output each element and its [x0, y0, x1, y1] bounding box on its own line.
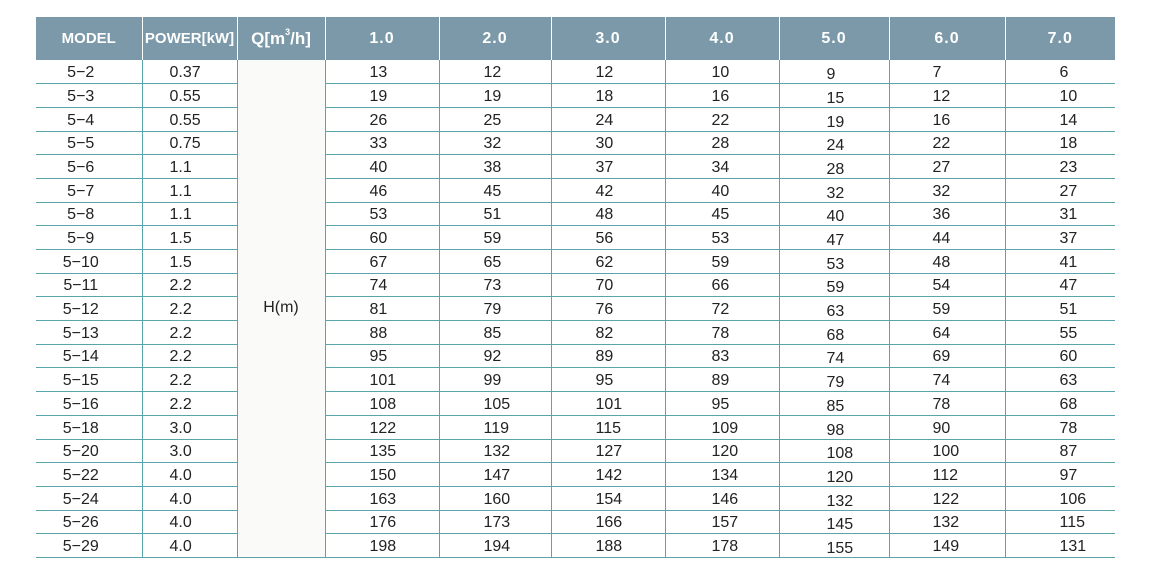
header-flow-5: 5.0	[779, 17, 889, 60]
head-value-cell: 53	[779, 250, 889, 274]
model-cell: 5−5	[36, 131, 142, 155]
head-value-cell: 82	[551, 321, 665, 345]
model-cell: 5−29	[36, 534, 142, 558]
head-value-cell: 54	[889, 273, 1005, 297]
table-row	[36, 510, 1115, 534]
head-value-cell: 19	[439, 84, 551, 108]
head-value-cell: 78	[665, 321, 779, 345]
head-value-cell: 99	[439, 368, 551, 392]
head-value-cell: 109	[665, 415, 779, 439]
table-body	[36, 60, 1115, 557]
head-value-cell: 53	[665, 226, 779, 250]
head-value-cell: 120	[665, 439, 779, 463]
head-value-cell: 30	[551, 131, 665, 155]
model-cell: 5−20	[36, 439, 142, 463]
head-value-cell: 142	[551, 463, 665, 487]
head-value-cell: 46	[325, 178, 439, 202]
head-value-cell: 24	[551, 107, 665, 131]
power-cell: 1.1	[142, 155, 237, 179]
head-value-cell: 19	[779, 107, 889, 131]
table-row	[36, 226, 1115, 250]
power-cell: 1.5	[142, 226, 237, 250]
head-value-cell: 53	[325, 202, 439, 226]
head-value-cell: 32	[889, 178, 1005, 202]
head-value-cell: 97	[1005, 463, 1115, 487]
head-value-cell: 132	[439, 439, 551, 463]
head-value-cell: 95	[325, 344, 439, 368]
header-flow-7: 7.0	[1005, 17, 1115, 60]
head-value-cell: 74	[779, 344, 889, 368]
head-value-cell: 56	[551, 226, 665, 250]
head-value-cell: 81	[325, 297, 439, 321]
power-cell: 4.0	[142, 510, 237, 534]
head-value-cell: 122	[889, 486, 1005, 510]
head-value-cell: 68	[779, 321, 889, 345]
model-cell: 5−8	[36, 202, 142, 226]
header-model: MODEL	[36, 17, 142, 60]
head-value-cell: 41	[1005, 250, 1115, 274]
head-value-cell: 24	[779, 131, 889, 155]
head-value-cell: 66	[665, 273, 779, 297]
power-cell: 0.55	[142, 107, 237, 131]
head-value-cell: 100	[889, 439, 1005, 463]
head-value-cell: 12	[439, 60, 551, 84]
head-value-cell: 101	[325, 368, 439, 392]
model-cell: 5−14	[36, 344, 142, 368]
head-value-cell: 131	[1005, 534, 1115, 558]
head-value-cell: 166	[551, 510, 665, 534]
head-value-cell: 112	[889, 463, 1005, 487]
power-cell: 2.2	[142, 344, 237, 368]
head-value-cell: 146	[665, 486, 779, 510]
model-cell: 5−11	[36, 273, 142, 297]
head-value-cell: 95	[551, 368, 665, 392]
head-value-cell: 69	[889, 344, 1005, 368]
head-value-cell: 134	[665, 463, 779, 487]
head-value-cell: 79	[779, 368, 889, 392]
table-row	[36, 439, 1115, 463]
head-value-cell: 101	[551, 392, 665, 416]
power-cell: 4.0	[142, 463, 237, 487]
head-value-cell: 88	[325, 321, 439, 345]
head-value-cell: 63	[779, 297, 889, 321]
head-value-cell: 25	[439, 107, 551, 131]
head-value-cell: 60	[325, 226, 439, 250]
model-cell: 5−9	[36, 226, 142, 250]
header-flow-1: 1.0	[325, 17, 439, 60]
head-value-cell: 40	[665, 178, 779, 202]
head-value-cell: 40	[779, 202, 889, 226]
header-flow-3: 3.0	[551, 17, 665, 60]
power-cell: 4.0	[142, 486, 237, 510]
head-value-cell: 14	[1005, 107, 1115, 131]
table-row	[36, 486, 1115, 510]
model-cell: 5−12	[36, 297, 142, 321]
head-value-cell: 67	[325, 250, 439, 274]
head-value-cell: 34	[665, 155, 779, 179]
table-row	[36, 155, 1115, 179]
head-value-cell: 45	[439, 178, 551, 202]
header-flow-unit-prefix: Q[m	[251, 28, 286, 48]
head-value-cell: 105	[439, 392, 551, 416]
head-value-cell: 92	[439, 344, 551, 368]
table-row	[36, 534, 1115, 558]
head-value-cell: 59	[889, 297, 1005, 321]
power-cell: 1.1	[142, 202, 237, 226]
head-value-cell: 37	[551, 155, 665, 179]
head-value-cell: 51	[1005, 297, 1115, 321]
head-value-cell: 55	[1005, 321, 1115, 345]
head-value-cell: 108	[779, 439, 889, 463]
head-value-cell: 60	[1005, 344, 1115, 368]
head-value-cell: 150	[325, 463, 439, 487]
head-value-cell: 18	[551, 84, 665, 108]
table-row	[36, 297, 1115, 321]
model-cell: 5−10	[36, 250, 142, 274]
head-value-cell: 15	[779, 84, 889, 108]
head-value-cell: 27	[1005, 178, 1115, 202]
power-cell: 2.2	[142, 368, 237, 392]
head-value-cell: 194	[439, 534, 551, 558]
head-value-cell: 198	[325, 534, 439, 558]
model-cell: 5−24	[36, 486, 142, 510]
head-value-cell: 19	[325, 84, 439, 108]
model-cell: 5−22	[36, 463, 142, 487]
head-value-cell: 59	[439, 226, 551, 250]
head-value-cell: 74	[325, 273, 439, 297]
head-value-cell: 154	[551, 486, 665, 510]
model-cell: 5−6	[36, 155, 142, 179]
head-value-cell: 6	[1005, 60, 1115, 84]
table-row	[36, 202, 1115, 226]
power-cell: 3.0	[142, 415, 237, 439]
head-value-cell: 106	[1005, 486, 1115, 510]
head-value-cell: 12	[551, 60, 665, 84]
model-cell: 5−4	[36, 107, 142, 131]
head-value-cell: 155	[779, 534, 889, 558]
head-value-cell: 62	[551, 250, 665, 274]
head-value-cell: 47	[779, 226, 889, 250]
head-value-cell: 26	[325, 107, 439, 131]
head-value-cell: 176	[325, 510, 439, 534]
head-value-cell: 120	[779, 463, 889, 487]
head-value-cell: 95	[665, 392, 779, 416]
head-value-cell: 22	[889, 131, 1005, 155]
table-row	[36, 178, 1115, 202]
head-value-cell: 28	[665, 131, 779, 155]
head-value-cell: 115	[1005, 510, 1115, 534]
head-value-cell: 33	[325, 131, 439, 155]
head-value-cell: 87	[1005, 439, 1115, 463]
head-value-cell: 147	[439, 463, 551, 487]
head-value-cell: 78	[889, 392, 1005, 416]
head-value-cell: 79	[439, 297, 551, 321]
head-value-cell: 173	[439, 510, 551, 534]
head-value-cell: 70	[551, 273, 665, 297]
header-flow-unit	[237, 17, 325, 60]
head-value-cell: 127	[551, 439, 665, 463]
head-value-cell: 72	[665, 297, 779, 321]
head-value-cell: 76	[551, 297, 665, 321]
power-cell: 3.0	[142, 439, 237, 463]
power-cell: 0.75	[142, 131, 237, 155]
head-value-cell: 135	[325, 439, 439, 463]
table-row	[36, 392, 1115, 416]
header-row	[36, 17, 1115, 60]
head-value-cell: 9	[779, 60, 889, 84]
head-value-cell: 10	[1005, 84, 1115, 108]
head-value-cell: 12	[889, 84, 1005, 108]
head-value-cell: 48	[551, 202, 665, 226]
model-cell: 5−15	[36, 368, 142, 392]
head-value-cell: 65	[439, 250, 551, 274]
head-value-cell: 119	[439, 415, 551, 439]
header-flow-4: 4.0	[665, 17, 779, 60]
head-value-cell: 44	[889, 226, 1005, 250]
header-flow-2: 2.0	[439, 17, 551, 60]
table-row	[36, 84, 1115, 108]
model-cell: 5−2	[36, 60, 142, 84]
header-flow-unit-suffix: /h]	[290, 28, 311, 48]
model-cell: 5−13	[36, 321, 142, 345]
head-value-cell: 64	[889, 321, 1005, 345]
model-cell: 5−16	[36, 392, 142, 416]
head-value-cell: 10	[665, 60, 779, 84]
head-value-cell: 178	[665, 534, 779, 558]
table-row	[36, 131, 1115, 155]
power-cell: 0.55	[142, 84, 237, 108]
head-value-cell: 37	[1005, 226, 1115, 250]
table-row	[36, 321, 1115, 345]
power-cell: 1.1	[142, 178, 237, 202]
head-value-cell: 28	[779, 155, 889, 179]
pump-performance-table-container	[36, 17, 1115, 558]
head-value-cell: 36	[889, 202, 1005, 226]
head-value-cell: 160	[439, 486, 551, 510]
power-cell: 2.2	[142, 392, 237, 416]
head-value-cell: 74	[889, 368, 1005, 392]
head-value-cell: 89	[551, 344, 665, 368]
power-cell: 0.37	[142, 60, 237, 84]
head-value-cell: 85	[439, 321, 551, 345]
pump-performance-table	[36, 17, 1115, 558]
head-value-cell: 68	[1005, 392, 1115, 416]
header-flow-6: 6.0	[889, 17, 1005, 60]
table-row	[36, 60, 1115, 84]
head-value-cell: 48	[889, 250, 1005, 274]
model-cell: 5−18	[36, 415, 142, 439]
head-value-cell: 85	[779, 392, 889, 416]
power-cell: 1.5	[142, 250, 237, 274]
head-value-cell: 40	[325, 155, 439, 179]
head-value-cell: 27	[889, 155, 1005, 179]
head-value-cell: 16	[889, 107, 1005, 131]
head-value-cell: 13	[325, 60, 439, 84]
head-value-cell: 59	[665, 250, 779, 274]
head-value-cell: 115	[551, 415, 665, 439]
head-value-cell: 157	[665, 510, 779, 534]
head-value-cell: 7	[889, 60, 1005, 84]
head-value-cell: 188	[551, 534, 665, 558]
model-cell: 5−26	[36, 510, 142, 534]
head-value-cell: 32	[439, 131, 551, 155]
head-value-cell: 108	[325, 392, 439, 416]
table-row	[36, 273, 1115, 297]
head-value-cell: 23	[1005, 155, 1115, 179]
head-value-cell: 51	[439, 202, 551, 226]
head-value-cell: 45	[665, 202, 779, 226]
power-cell: 2.2	[142, 273, 237, 297]
head-value-cell: 18	[1005, 131, 1115, 155]
head-value-cell: 122	[325, 415, 439, 439]
table-row	[36, 344, 1115, 368]
model-cell: 5−3	[36, 84, 142, 108]
head-value-cell: 73	[439, 273, 551, 297]
header-flow-unit-superscript: 3	[285, 26, 291, 37]
table-row	[36, 463, 1115, 487]
model-cell: 5−7	[36, 178, 142, 202]
table-row	[36, 250, 1115, 274]
head-value-cell: 163	[325, 486, 439, 510]
head-value-cell: 63	[1005, 368, 1115, 392]
header-power: POWER[kW]	[142, 17, 237, 60]
head-value-cell: 145	[779, 510, 889, 534]
head-value-cell: 83	[665, 344, 779, 368]
head-value-cell: 132	[889, 510, 1005, 534]
head-value-cell: 98	[779, 415, 889, 439]
head-value-cell: 78	[1005, 415, 1115, 439]
head-value-cell: 47	[1005, 273, 1115, 297]
head-value-cell: 132	[779, 486, 889, 510]
head-value-cell: 90	[889, 415, 1005, 439]
head-value-cell: 42	[551, 178, 665, 202]
head-value-cell: 59	[779, 273, 889, 297]
head-unit-label: H(m)	[237, 60, 325, 557]
head-value-cell: 89	[665, 368, 779, 392]
head-value-cell: 149	[889, 534, 1005, 558]
power-cell: 2.2	[142, 321, 237, 345]
head-value-cell: 22	[665, 107, 779, 131]
head-value-cell: 16	[665, 84, 779, 108]
table-row	[36, 415, 1115, 439]
head-value-cell: 32	[779, 178, 889, 202]
head-value-cell: 38	[439, 155, 551, 179]
table-row	[36, 107, 1115, 131]
power-cell: 4.0	[142, 534, 237, 558]
table-row	[36, 368, 1115, 392]
head-value-cell: 31	[1005, 202, 1115, 226]
power-cell: 2.2	[142, 297, 237, 321]
